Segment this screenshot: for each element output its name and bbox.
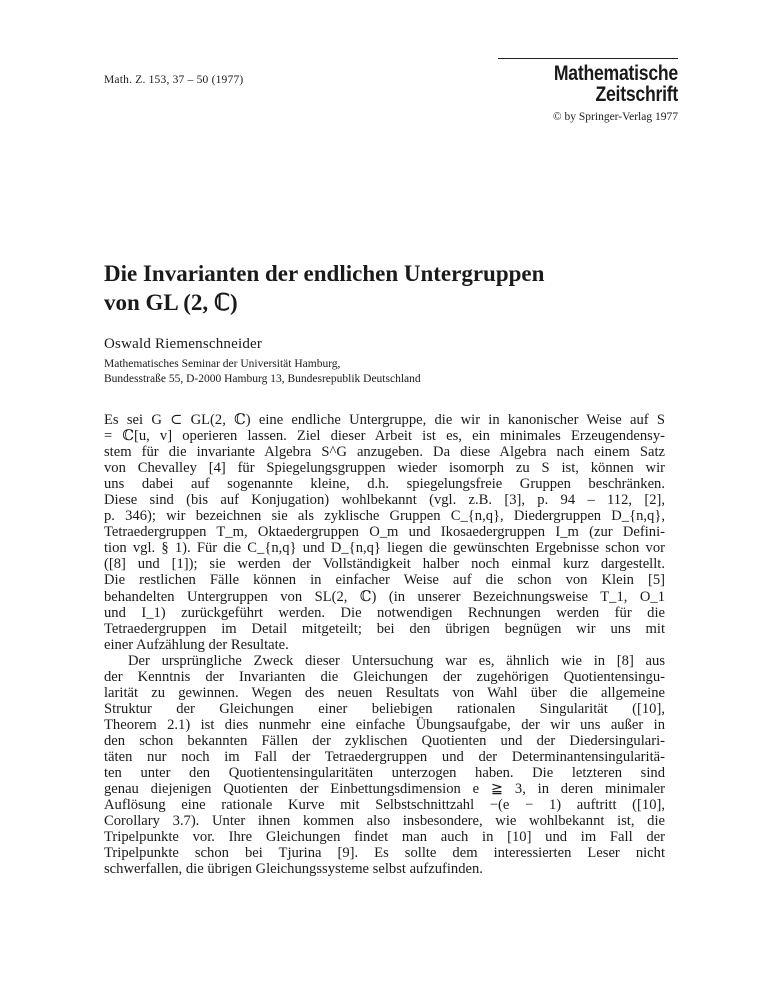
journal-name-line1: Mathematische (553, 61, 678, 85)
body-line: Die restlichen Fälle können in einfacher Weise auf die schon von Klein [5] (104, 572, 665, 589)
body-line: ten unter den Quotientensingularitäten unterzogen haben. Die letzteren sind (104, 765, 665, 782)
body-line: schwerfallen, die übrigen Gleichungssysteme selbst aufzufinden. (104, 861, 483, 878)
body-line: Der ursprüngliche Zweck dieser Untersuchung war es, ähnlich wie in [8] aus (128, 652, 665, 669)
affiliation-line-2: Bundesstraße 55, D-2000 Hamburg 13, Bundesrepublik Deutschland (104, 372, 421, 385)
body-line: Diese sind (bis auf Konjugation) wohlbekannt (vgl. z.B. [3], p. 94 – 112, [2], (104, 492, 665, 509)
body-line: einer Aufzählung der Resultate. (104, 636, 289, 653)
journal-name-line2: Zeitschrift (595, 82, 678, 106)
body-line: larität zu gewinnen. Wegen des neuen Resultats von Wahl über die allgemeine (104, 684, 665, 701)
author-name: Oswald Riemenschneider (104, 336, 263, 352)
body-line: Es sei G ⊂ GL(2, ℂ) eine endliche Untergruppe, die wir in kanonischer Weise auf S (104, 412, 665, 428)
body-line: genau diejenigen Quotienten der Einbettungsdimension e ≧ 3, in deren minimaler (104, 781, 665, 798)
title-line-2: von GL (2, ℂ) (104, 290, 238, 315)
journal-masthead (498, 58, 678, 123)
body-text (104, 412, 665, 877)
affiliation (104, 357, 421, 386)
title-line-1: Die Invarianten der endlichen Untergruppen (104, 261, 545, 286)
body-line: Auflösung eine rationale Kurve mit Selbstschnittzahl −(e − 1) auftritt ([10], (104, 797, 665, 814)
body-line: behandelten Untergruppen von SL(2, ℂ) (in unserer Bezeichnungsweise T_1, O_1 (104, 588, 665, 605)
body-line: ([8] und [1]); sie werden der Vollständigkeit halber noch einmal kurz dargestellt. (104, 556, 665, 573)
body-line: den schon bekannten Fällen der zyklischen Quotienten und der Diedersingulari- (104, 732, 665, 749)
body-line: Struktur der Gleichungen einer beliebigen rationalen Singularität ([10], (104, 700, 665, 717)
body-line: Tetraedergruppen im Detail mitgeteilt; bei den übrigen begnügen wir uns mit (104, 620, 665, 637)
body-line: der Kenntnis der Invarianten die Gleichungen der zugehörigen Quotientensingu- (104, 668, 665, 685)
body-line: Tripelpunkte vor. Ihre Gleichungen findet man auch in [10] und im Fall der (104, 829, 665, 846)
body-line: und I_1) zurückgeführt werden. Die notwendigen Rechnungen werden für die (104, 604, 665, 621)
body-line: Tripelpunkte schon bei Tjurina [9]. Es sollte dem interessierten Leser nicht (104, 845, 665, 862)
affiliation-line-1: Mathematisches Seminar der Universität Hamburg, (104, 358, 341, 370)
body-line: Corollary 3.7). Unter ihnen kommen also insbesondere, wie wohlbekannt ist, die (104, 813, 665, 830)
body-line: stem für die invariante Algebra S^G anzugeben. Da diese Algebra nach einem Satz (104, 444, 665, 461)
body-line: Theorem 2.1) ist dies nunmehr eine einfache Übungsaufgabe, der wir uns außer in (104, 716, 665, 733)
body-line: täten nur noch im Fall der Tetraedergruppen und der Determinantensingularitä- (104, 748, 665, 765)
body-line: = ℂ[u, v] operieren lassen. Ziel dieser Arbeit ist es, ein minimales Erzeugendensy- (104, 428, 665, 445)
body-line: p. 346); wir bezeichnen sie als zyklische Gruppen C_{n,q}, Diedergruppen D_{n,q}, (104, 508, 665, 525)
journal-citation: Math. Z. 153, 37 – 50 (1977) (104, 74, 244, 86)
body-line: Tetraedergruppen T_m, Oktaedergruppen O_m und Ikosaedergruppen I_m (zur Defini- (104, 524, 665, 541)
body-line: uns dabei auf sogenannte kleine, d.h. spiegelungsfreie Gruppen beschränken. (104, 476, 665, 493)
paper-title (104, 259, 664, 317)
body-line: tion vgl. § 1). Für die C_{n,q} und D_{n,q} liegen die gewünschten Ergebnisse schon vor (104, 540, 665, 557)
body-line: von Chevalley [4] für Spiegelungsgruppen wieder isomorph zu S ist, können wir (104, 460, 665, 477)
masthead-rule (498, 58, 678, 59)
copyright-notice: © by Springer-Verlag 1977 (552, 111, 678, 123)
